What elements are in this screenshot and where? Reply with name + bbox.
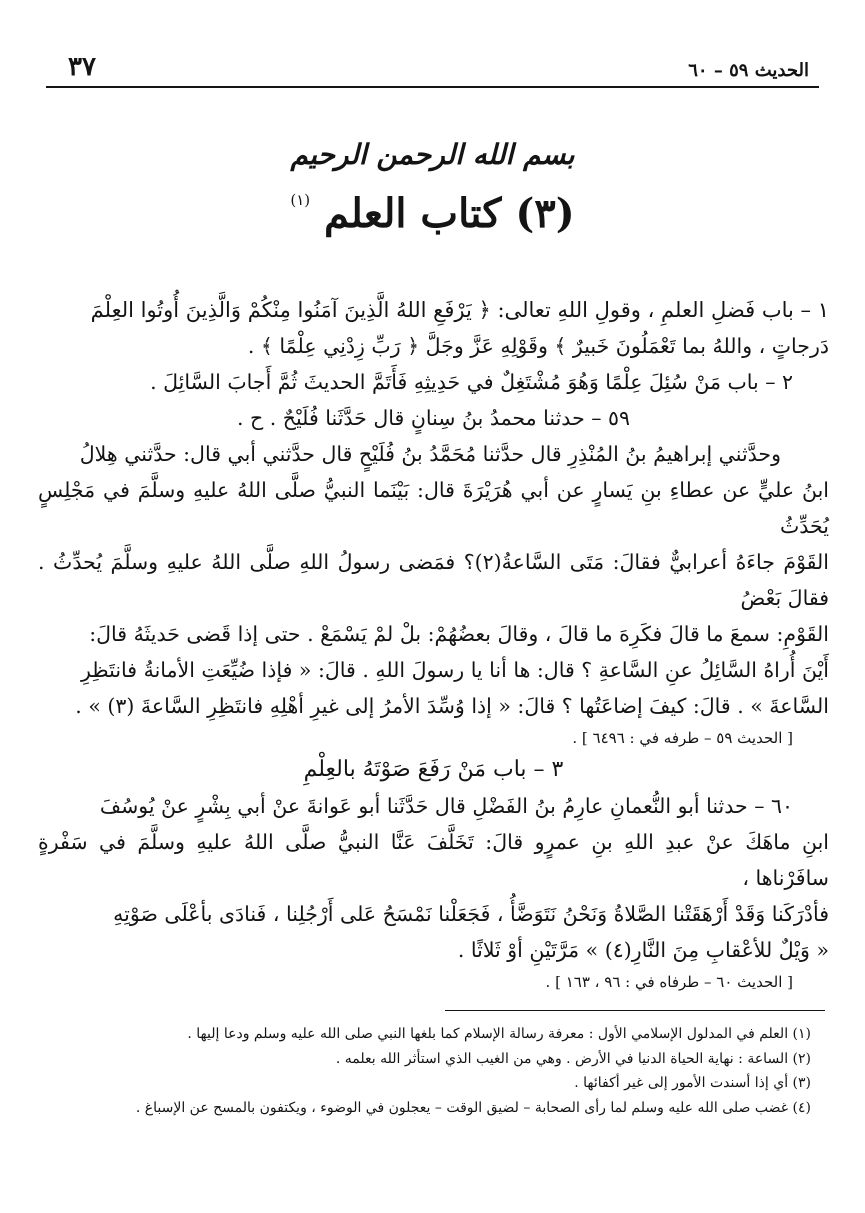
footnote-3: (٣) أي إذا أسندت الأمور إلى غير أكفائها . (574, 1075, 811, 1091)
chapter-heading-2: ٢ – باب مَنْ سُئِلَ عِلْمًا وَهُوَ مُشْتَغِلٌ في حَدِيثِهِ فَأَتَمَّ الحديثَ ثُمَّ أَجابَ السَّائِلَ . (150, 370, 793, 394)
basmala: بسم الله الرحمن الرحيم (290, 138, 575, 171)
header-rule (46, 86, 819, 88)
hadith-59-reference: [ الحديث ٥٩ – طرفه في : ٦٤٩٦ ] . (572, 729, 793, 747)
page-header (46, 50, 819, 88)
footnotes (38, 1010, 825, 1120)
text-line: وحدَّثني إبراهيمُ بنُ المُنْذِرِ قال حدَّثنا مُحَمَّدُ بنُ فُلَيْحٍ قال حدَّثني أبي قال: حدَّثني هِلالُ (79, 442, 781, 466)
footnote-rule (445, 1010, 825, 1011)
running-head: الحديث ٥٩ – ٦٠ (688, 60, 809, 81)
footnote-2: (٢) الساعة : نهاية الحياة الدنيا في الأرض . وهي من الغيب الذي استأثر الله بعلمه . (335, 1050, 811, 1067)
text-line: ابنِ ماهَكَ عنْ عبدِ اللهِ بنِ عمرٍو قالَ: تَخَلَّفَ عَنَّا النبيُّ صلَّى اللهُ عليهِ وسلَّمَ في سَفْرةٍ سافَرْناها ، (38, 830, 829, 890)
footnote-1: (١) العلم في المدلول الإسلامي الأول : معرفة رسالة الإسلام كما بلغها النبي صلى الله عليه وسلم ودعا إليها . (187, 1026, 811, 1042)
hadith-60-reference: [ الحديث ٦٠ – طرفاه في : ٩٦ ، ١٦٣ ] . (545, 973, 793, 991)
title-footnote-marker: (١) (290, 191, 311, 209)
text-line: أَيْنَ أُراهُ السَّائِلُ عنِ السَّاعةِ ؟ قال: ها أنا يا رسولَ اللهِ . قالَ: « فإذا ضُيِّعَتِ الأمانةُ فانتَظِرِ (81, 658, 829, 682)
hadith-59-opening: ٥٩ – حدثنا محمدُ بنُ سِنانٍ قال حَدَّثَنا فُلَيْحٌ . ح . (236, 406, 631, 430)
text-line: دَرجاتٍ ، واللهُ بما تَعْمَلُونَ خَبيرٌ ﴾ وقَوْلِهِ عَزَّ وجَلَّ ﴿ رَبِّ زِدْنِي عِلْمًا ﴾ . (247, 334, 829, 358)
footnote-4: (٤) غضب صلى الله عليه وسلم لما رأى الصحابة – لضيق الوقت – يعجلون في الوضوء ، ويكتفون بالمسح عن الإسباغ . (135, 1099, 811, 1116)
book-title-text: (٣) كتاب العلم (324, 190, 575, 237)
book-title (0, 190, 865, 237)
page-number: ٣٧ (68, 52, 96, 82)
text-line: ابنُ عليٍّ عن عطاءِ بنِ يَسارٍ عن أبي هُرَيْرَةَ قال: بَيْنَما النبيُّ صلَّى اللهُ عليهِ وسلَّمَ في مَجْلِسٍ يُحَدِّثُ (38, 478, 829, 538)
chapter-heading-1: ١ – باب فَضلِ العلمِ ، وقولِ اللهِ تعالى: ﴿ يَرْفَعِ اللهُ الَّذِينَ آمَنُوا مِنْكُمْ وَالَّذِينَ أُوتُوا العِلْمَ (90, 298, 829, 322)
hadith-60-opening: ٦٠ – حدثنا أبو النُّعمانِ عارِمُ بنُ الفَضْلِ قال حَدَّثَنا أبو عَوانةَ عنْ أبي بِشْرٍ عنْ يُوسُفَ (99, 794, 793, 818)
text-line: القَوْمِ: سمعَ ما قالَ فكَرِهَ ما قالَ ، وقالَ بعضُهُمْ: بلْ لمْ يَسْمَعْ . حتى إذا قَضى حَديثَهُ قالَ: (89, 622, 829, 646)
chapter-heading-3: ٣ – باب مَنْ رَفَعَ صَوْتَهُ بالعِلْمِ (303, 757, 564, 782)
text-line: « وَيْلٌ للأعْقابِ مِنَ النَّارِ(٤) » مَرَّتَيْنِ أوْ ثَلاثًا . (457, 938, 829, 962)
text-line: القَوْمَ جاءَهُ أعرابيٌّ فقالَ: مَتَى السَّاعةُ(٢)؟ فمَضى رسولُ اللهِ صلَّى اللهُ عليهِ وسلَّمَ يُحدِّثُ . فقالَ بَعْضُ (38, 550, 829, 610)
text-line: السَّاعةَ » . قالَ: كيفَ إضاعَتُها ؟ قالَ: « إذا وُسِّدَ الأمرُ إلى غيرِ أهْلِهِ فانتَظِرِ السَّاعةَ (٣) » . (75, 694, 829, 718)
text-line: فأدْرَكَنا وَقَدْ أَرْهَقَتْنا الصَّلاةُ وَنَحْنُ نَتَوَضَّأُ ، فَجَعَلْنا نَمْسَحُ عَلى أَرْجُلِنا ، فَنادَى بأعْلَى صَوْتِهِ (113, 902, 829, 926)
main-text (38, 292, 829, 996)
